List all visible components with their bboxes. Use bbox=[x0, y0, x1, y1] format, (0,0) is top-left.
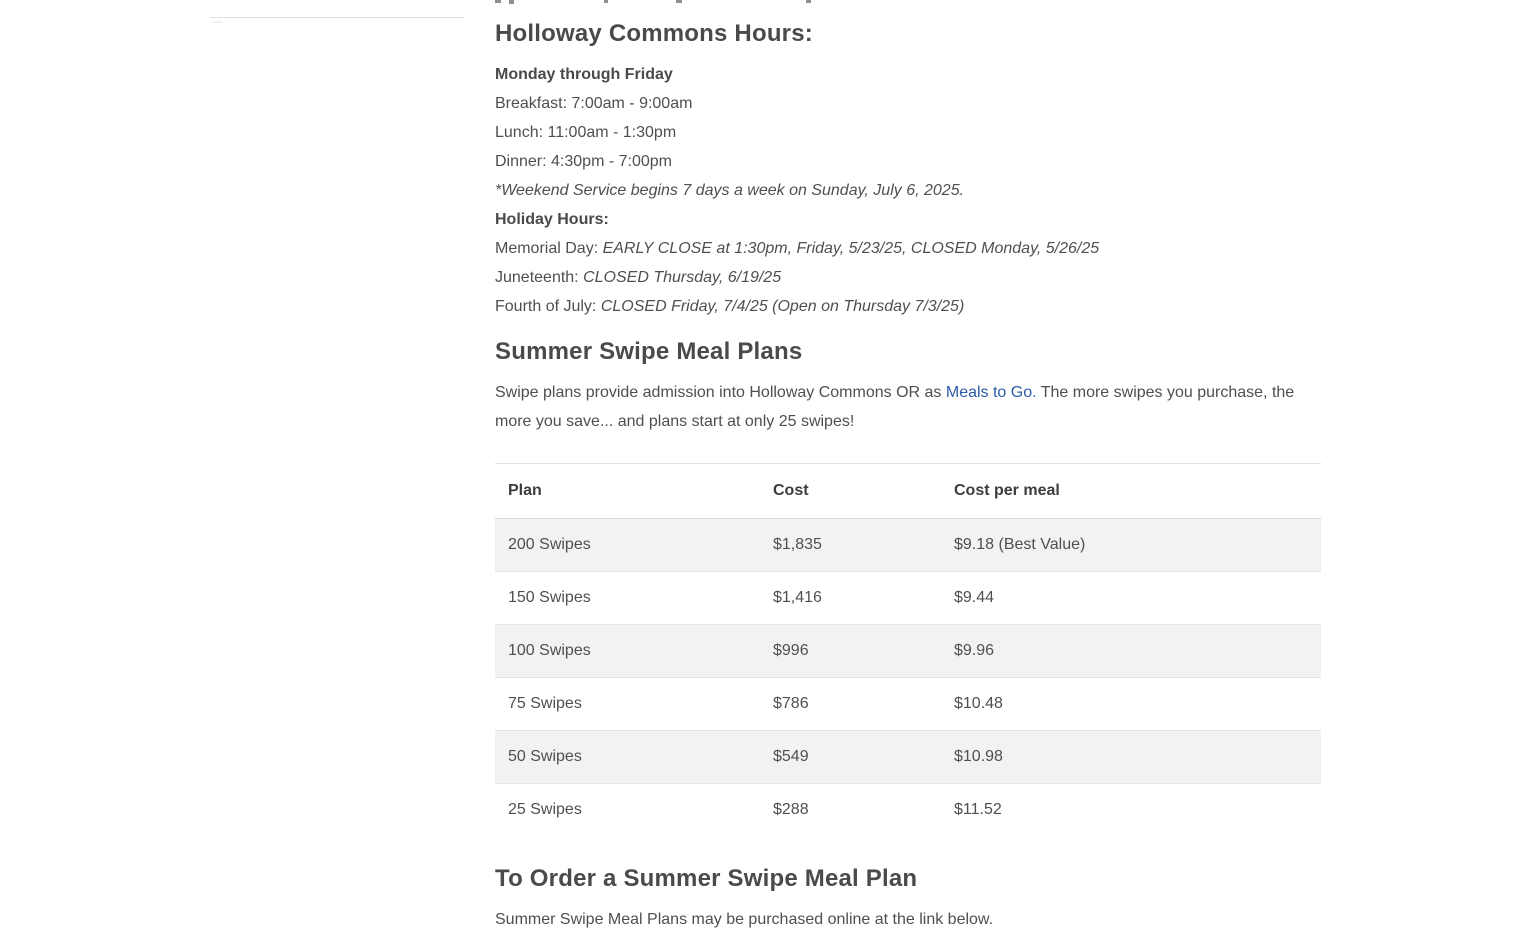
meal-plans-heading: Summer Swipe Meal Plans bbox=[495, 338, 803, 365]
text-fragment bbox=[806, 0, 811, 3]
intro-text-after-link: The more swipes you purchase, the more you save... and plans start at only 25 swipes! bbox=[495, 384, 1295, 430]
lunch-hours: Lunch: 11:00am - 1:30pm bbox=[495, 124, 677, 141]
cost-cell: $288 bbox=[773, 801, 809, 819]
text-fragment bbox=[509, 0, 514, 4]
juneteenth-detail: CLOSED Thursday, 6/19/25 bbox=[583, 269, 782, 286]
breakfast-hours: Breakfast: 7:00am - 9:00am bbox=[495, 95, 693, 112]
text-fragment bbox=[676, 0, 682, 3]
cost-cell: $1,416 bbox=[760, 572, 941, 625]
memorial-day-label: Memorial Day: bbox=[495, 240, 603, 257]
fourth-of-july-detail: CLOSED Friday, 7/4/25 (Open on Thursday 7/3/25) bbox=[600, 298, 965, 315]
plan-cell: 75 Swipes bbox=[495, 678, 760, 731]
table-row bbox=[495, 519, 1321, 572]
fourth-of-july-label: Fourth of July: bbox=[495, 298, 601, 315]
column-header-plan: Plan bbox=[495, 464, 760, 519]
text-fragment bbox=[604, 0, 608, 3]
intro-text-before-link: Swipe plans provide admission into Holloway Commons OR as bbox=[495, 384, 946, 401]
table-row bbox=[495, 625, 1321, 678]
cost-per-meal-cell: $9.44 bbox=[941, 572, 1321, 625]
table-row bbox=[495, 572, 1321, 625]
column-header-cost: Cost bbox=[760, 464, 941, 519]
table-header-row bbox=[495, 464, 1321, 519]
cost-per-meal-cell: $9.96 bbox=[941, 625, 1321, 678]
meals-to-go-link[interactable]: Meals to Go. bbox=[945, 384, 1037, 401]
juneteenth-label: Juneteenth: bbox=[495, 269, 584, 286]
table-row bbox=[495, 731, 1321, 784]
order-intro: Summer Swipe Meal Plans may be purchased online at the link below. bbox=[495, 910, 994, 928]
plan-cell: 100 Swipes bbox=[495, 625, 760, 678]
cost-per-meal-cell: $10.98 bbox=[941, 731, 1321, 784]
plan-cell: 25 Swipes bbox=[508, 801, 582, 819]
weekend-note bbox=[495, 176, 1321, 205]
meal-plans-intro bbox=[495, 378, 1321, 436]
order-heading: To Order a Summer Swipe Meal Plan bbox=[495, 864, 918, 892]
dinner-hours: Dinner: 4:30pm - 7:00pm bbox=[495, 153, 672, 170]
column-header-cost-per-meal: Cost per meal bbox=[941, 464, 1321, 519]
sidebar-divider bbox=[210, 17, 465, 18]
table-row bbox=[495, 784, 1321, 837]
plan-cell: 150 Swipes bbox=[495, 572, 760, 625]
hours-heading: Holloway Commons Hours: bbox=[495, 20, 813, 47]
plan-cell: 50 Swipes bbox=[495, 731, 760, 784]
cost-cell: $786 bbox=[760, 678, 941, 731]
cost-per-meal-cell: $9.18 (Best Value) bbox=[941, 519, 1321, 572]
plan-cell: 200 Swipes bbox=[495, 519, 760, 572]
text-fragment bbox=[495, 0, 501, 3]
table-row bbox=[495, 678, 1321, 731]
memorial-day-detail: EARLY CLOSE at 1:30pm, Friday, 5/23/25, CLOSED Monday, 5/26/25 bbox=[602, 240, 1100, 257]
memorial-day-line bbox=[495, 234, 1321, 263]
meal-plans-table bbox=[495, 463, 1321, 837]
cost-per-meal-cell: $11.52 bbox=[954, 801, 1002, 819]
main-content bbox=[495, 0, 1321, 934]
weekend-note-text: *Weekend Service begins 7 days a week on Sunday, July 6, 2025. bbox=[495, 182, 965, 199]
clipped-line-remnant bbox=[495, 0, 1321, 4]
sidebar-text-remnant bbox=[212, 21, 222, 23]
cost-per-meal-cell: $10.48 bbox=[941, 678, 1321, 731]
fourth-of-july-line bbox=[495, 292, 1321, 321]
cost-cell: $1,835 bbox=[760, 519, 941, 572]
holiday-hours-label: Holiday Hours: bbox=[495, 211, 609, 228]
weekday-label: Monday through Friday bbox=[495, 66, 673, 83]
juneteenth-line bbox=[495, 263, 1321, 292]
cost-cell: $549 bbox=[760, 731, 941, 784]
cost-cell: $996 bbox=[760, 625, 941, 678]
